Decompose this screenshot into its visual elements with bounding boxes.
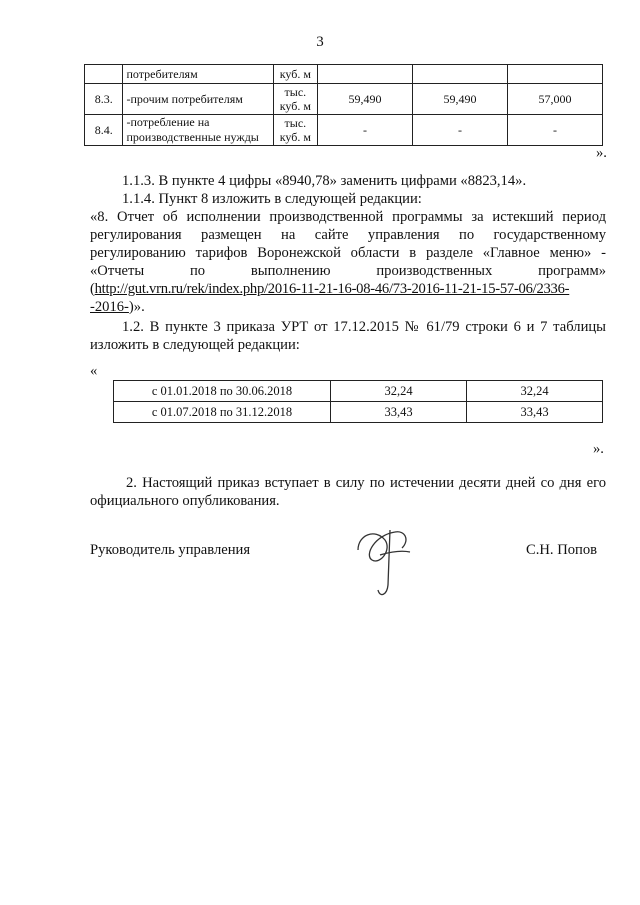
row-value-2: 59,490 (413, 84, 508, 115)
quoted-text-line: регулирования размещен на сайте управления по государственному (90, 227, 606, 243)
signature-image (350, 510, 420, 600)
row-unit: тыс. куб. м (273, 84, 317, 115)
row-value-1: - (318, 115, 413, 146)
paren-open: ( (90, 281, 95, 297)
table-row (114, 381, 603, 402)
row-name: потребителям (123, 65, 273, 84)
page-number: 3 (316, 34, 324, 50)
quoted-text-line: регулированию тарифов Воронежской области в разделе «Главное меню» - (90, 245, 606, 261)
value-cell: 33,43 (331, 402, 467, 423)
signatory-name: С.Н. Попов (526, 542, 598, 558)
consumption-table (84, 64, 603, 146)
row-number: 8.4. (85, 115, 123, 146)
row-unit: куб. м (273, 65, 317, 84)
signatory-title: Руководитель управления (90, 542, 251, 558)
row-value-2 (413, 65, 508, 84)
row-value-3 (507, 65, 602, 84)
period-cell: с 01.07.2018 по 31.12.2018 (114, 402, 331, 423)
quoted-text-line: «Отчеты по выполнению производственных программ» (90, 263, 606, 279)
period-cell: с 01.01.2018 по 30.06.2018 (114, 381, 331, 402)
row-value-1 (318, 65, 413, 84)
value-cell: 33,43 (467, 402, 603, 423)
value-cell: 32,24 (331, 381, 467, 402)
quoted-link-line-2 (90, 298, 145, 316)
paren-close: )». (128, 299, 145, 315)
row-number (85, 65, 123, 84)
open-quote: « (90, 363, 98, 379)
paragraph-1-2: 1.2. В пункте 3 приказа УРТ от 17.12.2015 № 61/79 строки 6 и 7 таблицы (122, 319, 606, 335)
row-number: 8.3. (85, 84, 123, 115)
row-value-3: - (507, 115, 602, 146)
tariff-table (113, 380, 603, 423)
quoted-text-line: «8. Отчет об исполнении производственной программы за истекший период (90, 209, 606, 225)
paragraph-1-1-4: 1.1.4. Пункт 8 изложить в следующей редакции: (122, 191, 422, 207)
report-link-continued[interactable]: -2016- (90, 299, 129, 315)
table-row (85, 65, 603, 84)
close-quote: ». (596, 145, 607, 161)
row-value-1: 59,490 (318, 84, 413, 115)
table-row (85, 115, 603, 146)
row-name: -потребление на производственные нужды (123, 115, 273, 146)
quoted-link-line (90, 280, 610, 298)
row-value-2: - (413, 115, 508, 146)
table-row (114, 402, 603, 423)
paragraph-1-2-cont: изложить в следующей редакции: (90, 337, 300, 353)
row-name: -прочим потребителям (123, 84, 273, 115)
value-cell: 32,24 (467, 381, 603, 402)
close-quote: ». (593, 441, 604, 457)
table-row (85, 84, 603, 115)
paragraph-1-1-3: 1.1.3. В пункте 4 цифры «8940,78» заменить цифрами «8823,14». (122, 173, 527, 189)
row-value-3: 57,000 (507, 84, 602, 115)
paragraph-2: 2. Настоящий приказ вступает в силу по истечении десяти дней со дня его (126, 475, 606, 491)
row-unit: тыс. куб. м (273, 115, 317, 146)
report-link[interactable]: http://gut.vrn.ru/rek/index.php/2016-11-21-16-08-46/73-2016-11-21-15-57-06/2336- (94, 281, 570, 297)
paragraph-2-cont: официального опубликования. (90, 493, 280, 509)
